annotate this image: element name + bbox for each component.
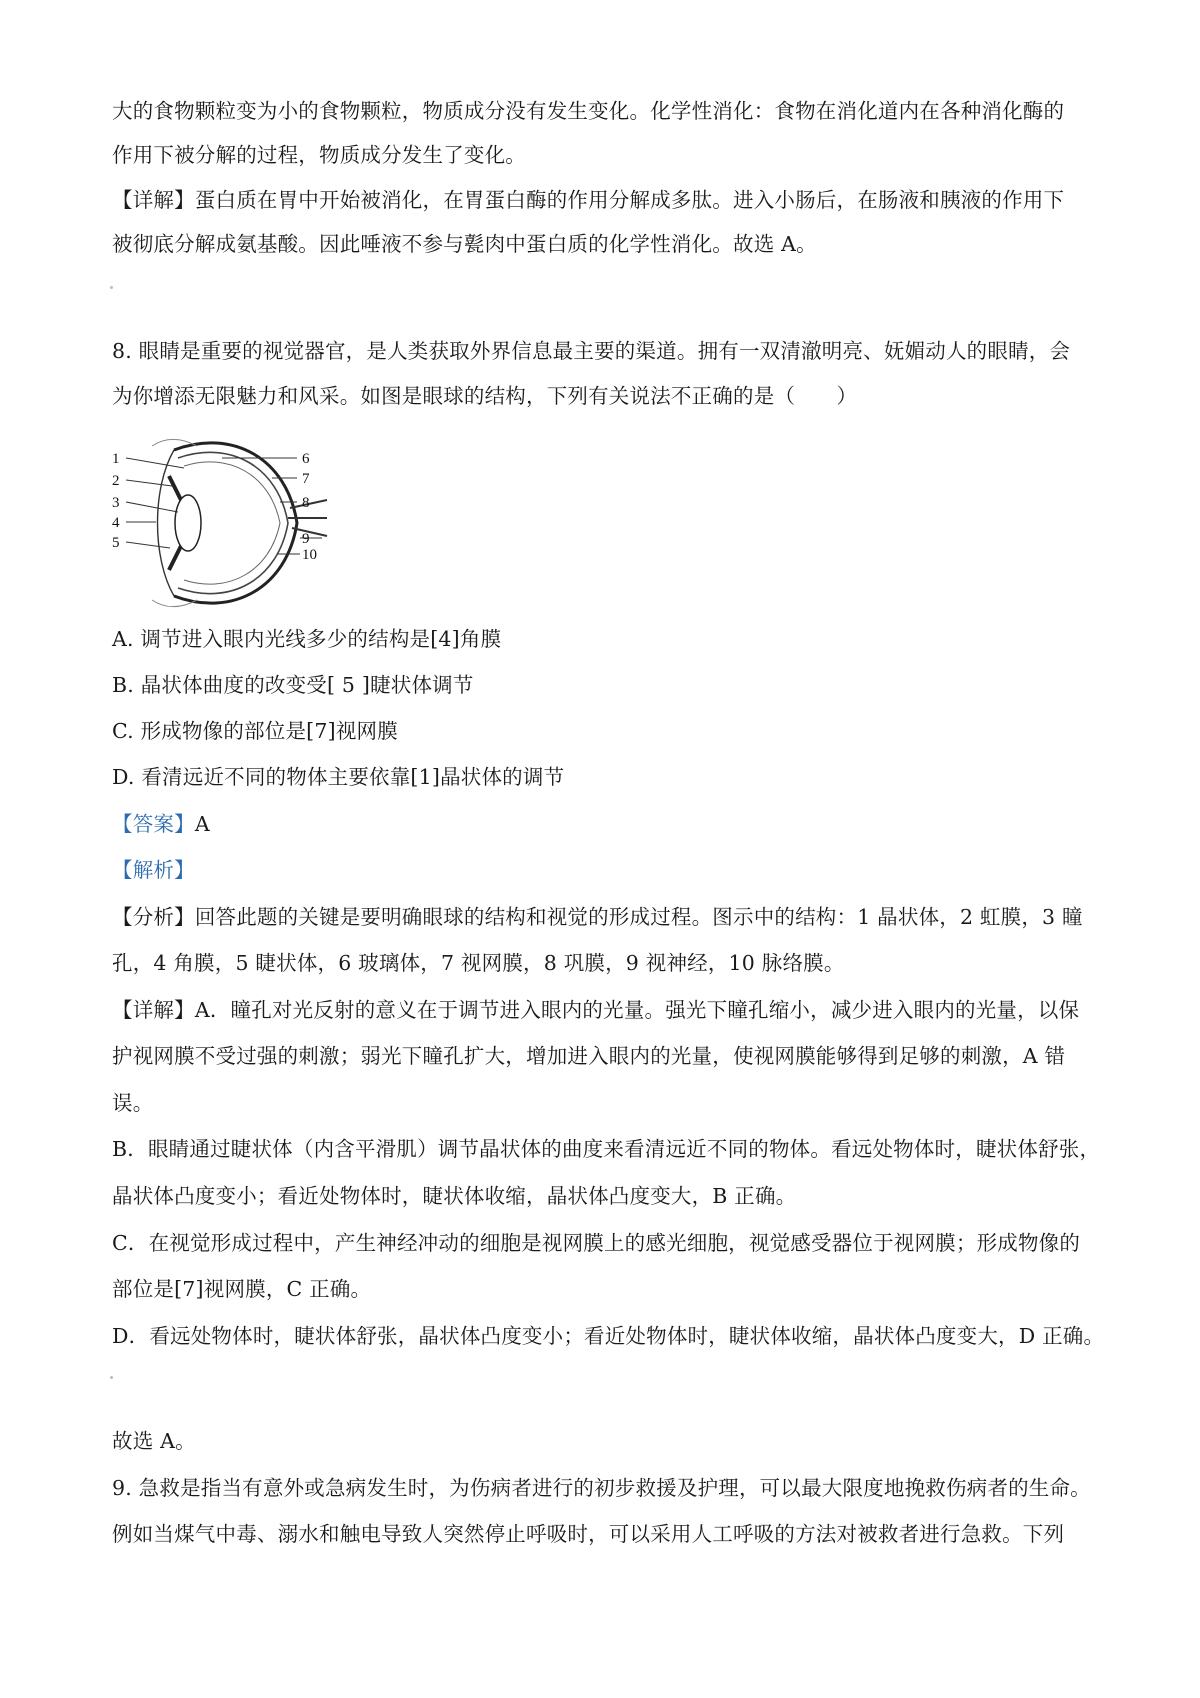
paragraph-line: 大的食物颗粒变为小的食物颗粒，物质成分没有发生变化。化学性消化：食物在消化道内在各种消化酶的 [112,99,1065,123]
detail-d-line: D．看远处物体时，睫状体舒张，晶状体凸度变小；看近处物体时，睫状体收缩，晶状体凸度变大，D 正确。 [112,1324,1105,1348]
answer-value: A [194,812,210,836]
separator-dot [110,1376,113,1379]
option-c: C. 形成物像的部位是[7]视网膜 [112,719,398,743]
figure-label: 4 [112,515,120,531]
detail-tag: 【详解】 [112,188,195,212]
question-8-stem: 为你增添无限魅力和风采。如图是眼球的结构，下列有关说法不正确的是（ ） [112,384,858,408]
option-a: A. 调节进入眼内光线多少的结构是[4]角膜 [112,627,502,651]
analysis-line: 孔，4 角膜，5 睫状体，6 玻璃体，7 视网膜，8 巩膜，9 视神经，10 脉络膜。 [112,951,845,975]
figure-label: 3 [112,495,120,511]
answer-line [112,809,1102,839]
detail-line: 误。 [112,1091,154,1115]
detail-c-line: C．在视觉形成过程中，产生神经冲动的细胞是视网膜上的感光细胞，视觉感受器位于视网膜；形成物像的 [112,1231,1081,1255]
figure-label: 10 [302,547,317,563]
analysis-line [112,902,1102,932]
paragraph-line: 被彻底分解成氨基酸。因此唾液不参与甏肉中蛋白质的化学性消化。故选 A。 [112,232,817,256]
detail-b-line: B．眼睛通过睫状体（内含平滑肌）调节晶状体的曲度来看清远近不同的物体。看远处物体时，睫状体舒张， [112,1137,1101,1161]
figure-label: 1 [112,451,120,467]
figure-label: 8 [302,495,310,511]
figure-label: 6 [302,451,310,467]
separator-dot [110,286,113,289]
figure-label: 5 [112,535,120,551]
detail-tag: 【详解】 [112,998,195,1022]
figure-label: 7 [302,471,310,487]
detail-text: 蛋白质在胃中开始被消化，在胃蛋白酶的作用分解成多肽。进入小肠后，在肠液和胰液的作用下 [194,188,1065,212]
option-b: B. 晶状体曲度的改变受[ 5 ]睫状体调节 [112,673,474,697]
option-d: D. 看清远近不同的物体主要依靠[1]晶状体的调节 [112,765,565,789]
figure-label: 9 [302,531,310,547]
fenxi-text: 回答此题的关键是要明确眼球的结构和视觉的形成过程。图示中的结构：1 晶状体，2 虹膜，3 瞳 [194,905,1083,929]
analysis-tag: 【解析】 [112,858,195,882]
figure-label: 2 [112,473,120,489]
conclusion-line: 故选 A。 [112,1429,196,1453]
detail-c-line: 部位是[7]视网膜，C 正确。 [112,1277,372,1301]
detail-text: A．瞳孔对光反射的意义在于调节进入眼内的光量。强光下瞳孔缩小，减少进入眼内的光量，以保 [194,998,1080,1022]
question-9-stem: 9. 急救是指当有意外或急病发生时，为伤病者进行的初步救援及护理，可以最大限度地挽救伤病者的生命。 [112,1476,1091,1500]
detail-line [112,995,1102,1025]
answer-tag: 【答案】 [112,812,195,836]
detail-b-line: 晶状体凸度变小；看近处物体时，睫状体收缩，晶状体凸度变大，B 正确。 [112,1184,797,1208]
paragraph-line: 作用下被分解的过程，物质成分发生了变化。 [112,143,526,167]
eyeball-structure-figure [112,428,362,618]
detail-line [112,185,1102,215]
question-8-stem: 8. 眼睛是重要的视觉器官，是人类获取外界信息最主要的渠道。拥有一双清澈明亮、妩媚动人的眼睛，会 [112,339,1071,363]
detail-line: 护视网膜不受过强的刺激；弱光下瞳孔扩大，增加进入眼内的光量，使视网膜能够得到足够的刺激，A 错 [112,1044,1066,1068]
question-9-stem: 例如当煤气中毒、溺水和触电导致人突然停止呼吸时，可以采用人工呼吸的方法对被救者进行急救。下列 [112,1522,1065,1546]
fenxi-tag: 【分析】 [112,905,195,929]
